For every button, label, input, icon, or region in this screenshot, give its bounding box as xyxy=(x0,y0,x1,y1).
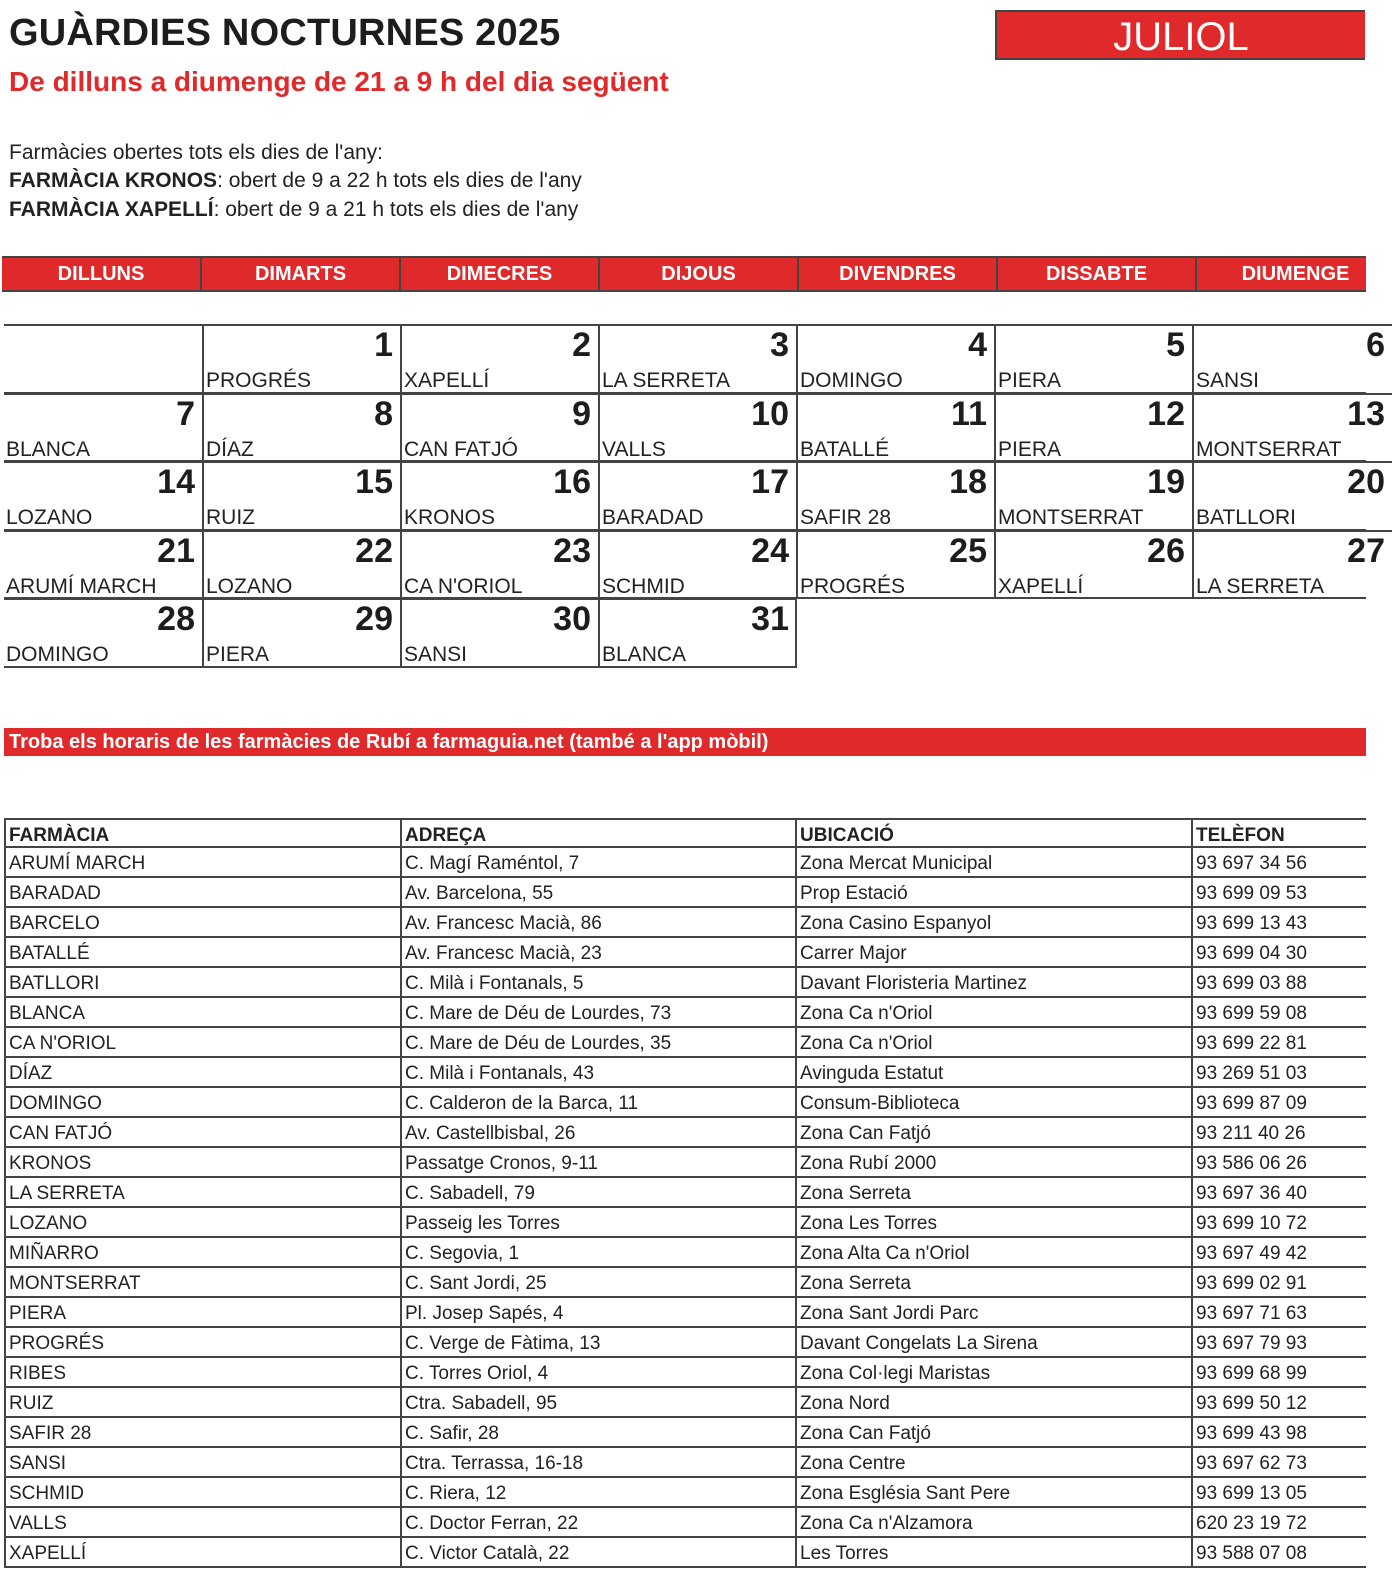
table-row xyxy=(4,1478,1366,1508)
location-cell: Zona Sant Jordi Parc xyxy=(795,1298,1191,1326)
calendar-day-cell xyxy=(1192,393,1392,462)
phone-cell: 93 699 13 43 xyxy=(1191,908,1366,936)
phone-cell: 93 697 49 42 xyxy=(1191,1238,1366,1266)
calendar-day-number: 1 xyxy=(374,326,393,364)
calendar-day-pharmacy: PIERA xyxy=(998,437,1062,461)
calendar-row-border xyxy=(4,392,1366,394)
table-row xyxy=(4,1448,1366,1478)
phone-cell: 93 699 03 88 xyxy=(1191,968,1366,996)
calendar-day-pharmacy: LOZANO xyxy=(206,574,293,598)
location-cell: Davant Floristeria Martinez xyxy=(795,968,1191,996)
pharmacy-name-cell: RIBES xyxy=(4,1358,400,1386)
pharmacy-name-cell: ARUMÍ MARCH xyxy=(4,848,400,876)
address-cell: C. Sabadell, 79 xyxy=(400,1178,795,1206)
calendar-day-number: 25 xyxy=(949,531,987,570)
address-cell: C. Milà i Fontanals, 43 xyxy=(400,1058,795,1086)
address-cell: C. Magí Raméntol, 7 xyxy=(400,848,795,876)
calendar-row-border xyxy=(4,460,1366,462)
location-cell: Zona Nord xyxy=(795,1388,1191,1416)
phone-cell: 93 211 40 26 xyxy=(1191,1118,1366,1146)
location-cell: Zona Església Sant Pere xyxy=(795,1478,1191,1506)
calendar-day-pharmacy: CA N'ORIOL xyxy=(404,574,523,598)
weekday-header xyxy=(2,256,1366,292)
page-subtitle: De dilluns a diumenge de 21 a 9 h del dia següent xyxy=(9,66,669,97)
table-row xyxy=(4,1088,1366,1118)
address-cell: Av. Castellbisbal, 26 xyxy=(400,1118,795,1146)
phone-cell: 93 699 43 98 xyxy=(1191,1418,1366,1446)
calendar-day-pharmacy: BARADAD xyxy=(602,506,704,530)
table-row xyxy=(4,1238,1366,1268)
calendar-row-border xyxy=(4,597,1366,599)
pharmacy-name-cell: BATLLORI xyxy=(4,968,400,996)
calendar-day-cell xyxy=(994,530,1192,599)
table-header-row xyxy=(4,818,1366,848)
calendar-row-border xyxy=(4,666,797,668)
calendar-day-pharmacy: LOZANO xyxy=(6,506,93,530)
location-cell: Zona Casino Espanyol xyxy=(795,908,1191,936)
calendar-day-number: 12 xyxy=(1147,394,1185,433)
location-cell: Zona Les Torres xyxy=(795,1208,1191,1236)
calendar-day-pharmacy: PROGRÉS xyxy=(800,574,906,598)
table-row xyxy=(4,1418,1366,1448)
calendar-day-pharmacy: PROGRÉS xyxy=(206,369,312,392)
calendar-day-pharmacy: CAN FATJÓ xyxy=(404,437,518,461)
table-row xyxy=(4,1208,1366,1238)
calendar-day-cell xyxy=(400,530,598,599)
phone-cell: 93 588 07 08 xyxy=(1191,1538,1366,1566)
table-row xyxy=(4,1148,1366,1178)
calendar-day-number: 4 xyxy=(968,326,987,364)
calendar-day-cell xyxy=(994,461,1192,530)
calendar-day-number: 29 xyxy=(355,600,393,639)
calendar-day-cell xyxy=(796,461,994,530)
location-cell: Prop Estació xyxy=(795,878,1191,906)
pharmacy-name-cell: MIÑARRO xyxy=(4,1238,400,1266)
calendar-day-pharmacy: MONTSERRAT xyxy=(998,506,1144,530)
table-row xyxy=(4,1298,1366,1328)
address-cell: C. Riera, 12 xyxy=(400,1478,795,1506)
calendar-day-number: 31 xyxy=(751,600,789,639)
calendar-day-cell xyxy=(796,324,994,393)
info-banner: Troba els horaris de les farmàcies de Rubí a farmaguia.net (també a l'app mòbil) xyxy=(4,728,1366,756)
calendar-grid xyxy=(4,324,1385,670)
calendar-day-number: 22 xyxy=(355,531,393,570)
calendar-day-number: 23 xyxy=(553,531,591,570)
table-row xyxy=(4,1358,1366,1388)
address-cell: C. Segovia, 1 xyxy=(400,1238,795,1266)
address-cell: C. Milà i Fontanals, 5 xyxy=(400,968,795,996)
location-cell: Consum-Biblioteca xyxy=(795,1088,1191,1116)
calendar-day-number: 27 xyxy=(1347,531,1385,570)
pharmacy-name-cell: BARCELO xyxy=(4,908,400,936)
month-badge: JULIOL xyxy=(995,10,1365,60)
pharmacy-name-cell: XAPELLÍ xyxy=(4,1538,400,1566)
location-cell: Avinguda Estatut xyxy=(795,1058,1191,1086)
info-kronos-hours: : obert de 9 a 22 h tots els dies de l'any xyxy=(217,169,582,192)
location-cell: Zona Can Fatjó xyxy=(795,1118,1191,1146)
calendar-day-number: 2 xyxy=(572,326,591,364)
table-row xyxy=(4,1178,1366,1208)
calendar-end-border xyxy=(795,598,797,667)
pharmacy-name-cell: LOZANO xyxy=(4,1208,400,1236)
phone-cell: 93 699 87 09 xyxy=(1191,1088,1366,1116)
calendar-day-number: 13 xyxy=(1347,394,1385,433)
calendar-day-cell xyxy=(598,461,796,530)
pharmacy-name-cell: BATALLÉ xyxy=(4,938,400,966)
table-row xyxy=(4,1388,1366,1418)
location-cell: Carrer Major xyxy=(795,938,1191,966)
table-header-location: UBICACIÓ xyxy=(795,820,1191,848)
weekday-tuesday: DIMARTS xyxy=(200,258,399,290)
location-cell: Zona Ca n'Oriol xyxy=(795,1028,1191,1056)
location-cell: Zona Mercat Municipal xyxy=(795,848,1191,876)
pharmacy-name-cell: DOMINGO xyxy=(4,1088,400,1116)
calendar-day-number: 7 xyxy=(176,394,195,433)
calendar-day-number: 14 xyxy=(157,463,195,502)
weekday-sunday: DIUMENGE xyxy=(1195,258,1394,290)
calendar-day-number: 20 xyxy=(1347,463,1385,502)
calendar-day-cell xyxy=(400,393,598,462)
calendar-day-pharmacy: SANSI xyxy=(1196,369,1260,392)
phone-cell: 93 699 22 81 xyxy=(1191,1028,1366,1056)
weekday-monday: DILLUNS xyxy=(57,263,145,285)
calendar-day-cell xyxy=(202,461,400,530)
pharmacy-name-cell: SCHMID xyxy=(4,1478,400,1506)
calendar-day-pharmacy: KRONOS xyxy=(404,506,496,530)
pharmacy-name-cell: PROGRÉS xyxy=(4,1328,400,1356)
table-row xyxy=(4,878,1366,908)
calendar-day-number: 5 xyxy=(1166,326,1185,364)
calendar-day-number: 30 xyxy=(553,600,591,639)
info-intro: Farmàcies obertes tots els dies de l'any: xyxy=(9,141,384,164)
table-row xyxy=(4,1118,1366,1148)
info-kronos-name: FARMÀCIA KRONOS xyxy=(9,169,218,192)
address-cell: C. Torres Oriol, 4 xyxy=(400,1358,795,1386)
calendar-day-pharmacy: LA SERRETA xyxy=(1196,574,1324,598)
page-title: GUÀRDIES NOCTURNES 2025 xyxy=(9,12,561,54)
location-cell: Zona Alta Ca n'Oriol xyxy=(795,1238,1191,1266)
phone-cell: 93 699 59 08 xyxy=(1191,998,1366,1026)
phone-cell: 93 699 04 30 xyxy=(1191,938,1366,966)
calendar-day-pharmacy: PIERA xyxy=(998,369,1062,392)
calendar-day-number: 24 xyxy=(751,531,789,570)
address-cell: C. Victor Català, 22 xyxy=(400,1538,795,1566)
address-cell: Ctra. Sabadell, 95 xyxy=(400,1388,795,1416)
calendar-day-number: 11 xyxy=(951,394,987,433)
calendar-day-number: 19 xyxy=(1147,463,1185,502)
calendar-day-pharmacy: MONTSERRAT xyxy=(1196,437,1342,461)
pharmacy-name-cell: BARADAD xyxy=(4,878,400,906)
calendar-day-pharmacy: BATALLÉ xyxy=(800,437,890,461)
table-header-pharmacy-name: FARMÀCIA xyxy=(4,820,400,848)
calendar-day-pharmacy: LA SERRETA xyxy=(602,369,730,392)
calendar-day-number: 9 xyxy=(572,394,591,433)
phone-cell: 93 697 34 56 xyxy=(1191,848,1366,876)
calendar-day-number: 15 xyxy=(355,463,393,502)
calendar-day-pharmacy: BLANCA xyxy=(602,643,687,667)
calendar-day-cell xyxy=(796,530,994,599)
calendar-day-number: 3 xyxy=(770,326,789,364)
address-cell: C. Doctor Ferran, 22 xyxy=(400,1508,795,1536)
calendar-day-pharmacy: XAPELLÍ xyxy=(998,574,1084,598)
calendar-day-number: 6 xyxy=(1366,326,1385,364)
location-cell: Zona Ca n'Alzamora xyxy=(795,1508,1191,1536)
phone-cell: 620 23 19 72 xyxy=(1191,1508,1366,1536)
calendar-day-number: 8 xyxy=(374,394,393,433)
calendar-day-pharmacy: SCHMID xyxy=(602,574,685,598)
calendar-day-cell xyxy=(1192,461,1392,530)
weekday-thursday: DIJOUS xyxy=(598,258,797,290)
phone-cell: 93 699 13 05 xyxy=(1191,1478,1366,1506)
weekday-saturday: DISSABTE xyxy=(996,258,1195,290)
calendar-day-pharmacy: VALLS xyxy=(602,437,666,461)
calendar-day-number: 18 xyxy=(949,463,987,502)
address-cell: Av. Francesc Macià, 23 xyxy=(400,938,795,966)
pharmacy-name-cell: SANSI xyxy=(4,1448,400,1476)
weekday-friday: DIVENDRES xyxy=(797,258,996,290)
address-cell: C. Safir, 28 xyxy=(400,1418,795,1446)
pharmacy-name-cell: DÍAZ xyxy=(4,1058,400,1086)
address-cell: Ctra. Terrassa, 16-18 xyxy=(400,1448,795,1476)
calendar-day-cell xyxy=(1192,530,1392,599)
pharmacy-name-cell: RUIZ xyxy=(4,1388,400,1416)
calendar-day-pharmacy: SANSI xyxy=(404,643,468,667)
location-cell: Zona Ca n'Oriol xyxy=(795,998,1191,1026)
calendar-day-number: 17 xyxy=(751,463,789,502)
pharmacy-table xyxy=(4,818,1366,1568)
calendar-day-pharmacy: PIERA xyxy=(206,643,270,667)
calendar-day-pharmacy: XAPELLÍ xyxy=(404,369,490,392)
calendar-row-border xyxy=(4,529,1366,531)
table-row xyxy=(4,1058,1366,1088)
address-cell: C. Sant Jordi, 25 xyxy=(400,1268,795,1296)
phone-cell: 93 699 68 99 xyxy=(1191,1358,1366,1386)
calendar-day-cell xyxy=(202,324,400,393)
calendar-day-cell xyxy=(796,393,994,462)
phone-cell: 93 699 50 12 xyxy=(1191,1388,1366,1416)
pharmacy-name-cell: SAFIR 28 xyxy=(4,1418,400,1446)
calendar-day-number: 10 xyxy=(751,394,789,433)
pharmacy-name-cell: PIERA xyxy=(4,1298,400,1326)
address-cell: Pl. Josep Sapés, 4 xyxy=(400,1298,795,1326)
location-cell: Zona Serreta xyxy=(795,1268,1191,1296)
calendar-day-cell xyxy=(598,598,796,667)
table-row xyxy=(4,848,1366,878)
address-cell: C. Mare de Déu de Lourdes, 35 xyxy=(400,1028,795,1056)
calendar-day-pharmacy: SAFIR 28 xyxy=(800,506,892,530)
calendar-day-cell xyxy=(598,324,796,393)
address-cell: C. Verge de Fàtima, 13 xyxy=(400,1328,795,1356)
calendar-day-cell xyxy=(400,598,598,667)
phone-cell: 93 586 06 26 xyxy=(1191,1148,1366,1176)
phone-cell: 93 269 51 03 xyxy=(1191,1058,1366,1086)
phone-cell: 93 699 09 53 xyxy=(1191,878,1366,906)
phone-cell: 93 697 36 40 xyxy=(1191,1178,1366,1206)
calendar-day-number: 26 xyxy=(1147,531,1185,570)
calendar-day-pharmacy: RUIZ xyxy=(206,506,255,530)
table-header-address: ADREÇA xyxy=(400,820,795,848)
location-cell: Davant Congelats La Sirena xyxy=(795,1328,1191,1356)
calendar-day-cell xyxy=(202,530,400,599)
info-xapelli-hours: : obert de 9 a 21 h tots els dies de l'any xyxy=(213,198,579,221)
phone-cell: 93 697 79 93 xyxy=(1191,1328,1366,1356)
pharmacy-name-cell: BLANCA xyxy=(4,998,400,1026)
calendar-day-cell xyxy=(4,461,202,530)
calendar-day-number: 16 xyxy=(553,463,591,502)
calendar-day-pharmacy: BLANCA xyxy=(6,437,91,461)
info-xapelli xyxy=(9,198,578,222)
location-cell: Zona Can Fatjó xyxy=(795,1418,1191,1446)
table-header-phone: TELÈFON xyxy=(1191,820,1366,848)
pharmacy-name-cell: CAN FATJÓ xyxy=(4,1118,400,1146)
calendar-day-cell xyxy=(1192,324,1392,393)
address-cell: Passeig les Torres xyxy=(400,1208,795,1236)
location-cell: Zona Rubí 2000 xyxy=(795,1148,1191,1176)
table-row xyxy=(4,1268,1366,1298)
phone-cell: 93 697 71 63 xyxy=(1191,1298,1366,1326)
phone-cell: 93 697 62 73 xyxy=(1191,1448,1366,1476)
calendar-day-pharmacy: DÍAZ xyxy=(206,437,254,461)
address-cell: C. Mare de Déu de Lourdes, 73 xyxy=(400,998,795,1026)
calendar-day-pharmacy: ARUMÍ MARCH xyxy=(6,574,157,598)
calendar-day-cell xyxy=(4,393,202,462)
pharmacy-name-cell: KRONOS xyxy=(4,1148,400,1176)
calendar-day-pharmacy: DOMINGO xyxy=(6,643,109,667)
location-cell: Zona Col·legi Maristas xyxy=(795,1358,1191,1386)
pharmacy-name-cell: MONTSERRAT xyxy=(4,1268,400,1296)
table-row xyxy=(4,938,1366,968)
address-cell: Av. Barcelona, 55 xyxy=(400,878,795,906)
calendar-day-cell xyxy=(4,530,202,599)
address-cell: Passatge Cronos, 9-11 xyxy=(400,1148,795,1176)
table-row xyxy=(4,1538,1366,1568)
table-row xyxy=(4,1508,1366,1538)
table-row xyxy=(4,1328,1366,1358)
pharmacy-name-cell: VALLS xyxy=(4,1508,400,1536)
calendar-day-cell xyxy=(4,598,202,667)
address-cell: C. Calderon de la Barca, 11 xyxy=(400,1088,795,1116)
calendar-day-cell xyxy=(598,530,796,599)
calendar-day-cell xyxy=(994,393,1192,462)
address-cell: Av. Francesc Macià, 86 xyxy=(400,908,795,936)
info-xapelli-name: FARMÀCIA XAPELLÍ xyxy=(9,198,214,221)
calendar-day-cell xyxy=(400,461,598,530)
calendar-day-cell xyxy=(202,598,400,667)
location-cell: Les Torres xyxy=(795,1538,1191,1566)
calendar-day-number: 28 xyxy=(157,600,195,639)
weekday-wednesday: DIMECRES xyxy=(399,258,598,290)
table-row xyxy=(4,968,1366,998)
table-row xyxy=(4,998,1366,1028)
info-kronos xyxy=(9,169,582,193)
phone-cell: 93 699 10 72 xyxy=(1191,1208,1366,1236)
calendar-day-cell xyxy=(994,324,1192,393)
calendar-day-cell xyxy=(598,393,796,462)
location-cell: Zona Serreta xyxy=(795,1178,1191,1206)
calendar-day-cell xyxy=(202,393,400,462)
calendar-day-pharmacy: BATLLORI xyxy=(1196,506,1296,530)
calendar-day-number: 21 xyxy=(157,531,195,570)
calendar-cell-empty xyxy=(4,324,202,393)
calendar-day-pharmacy: DOMINGO xyxy=(800,369,903,392)
table-row xyxy=(4,1028,1366,1058)
pharmacy-name-cell: CA N'ORIOL xyxy=(4,1028,400,1056)
location-cell: Zona Centre xyxy=(795,1448,1191,1476)
calendar-day-cell xyxy=(400,324,598,393)
table-row xyxy=(4,908,1366,938)
phone-cell: 93 699 02 91 xyxy=(1191,1268,1366,1296)
pharmacy-name-cell: LA SERRETA xyxy=(4,1178,400,1206)
